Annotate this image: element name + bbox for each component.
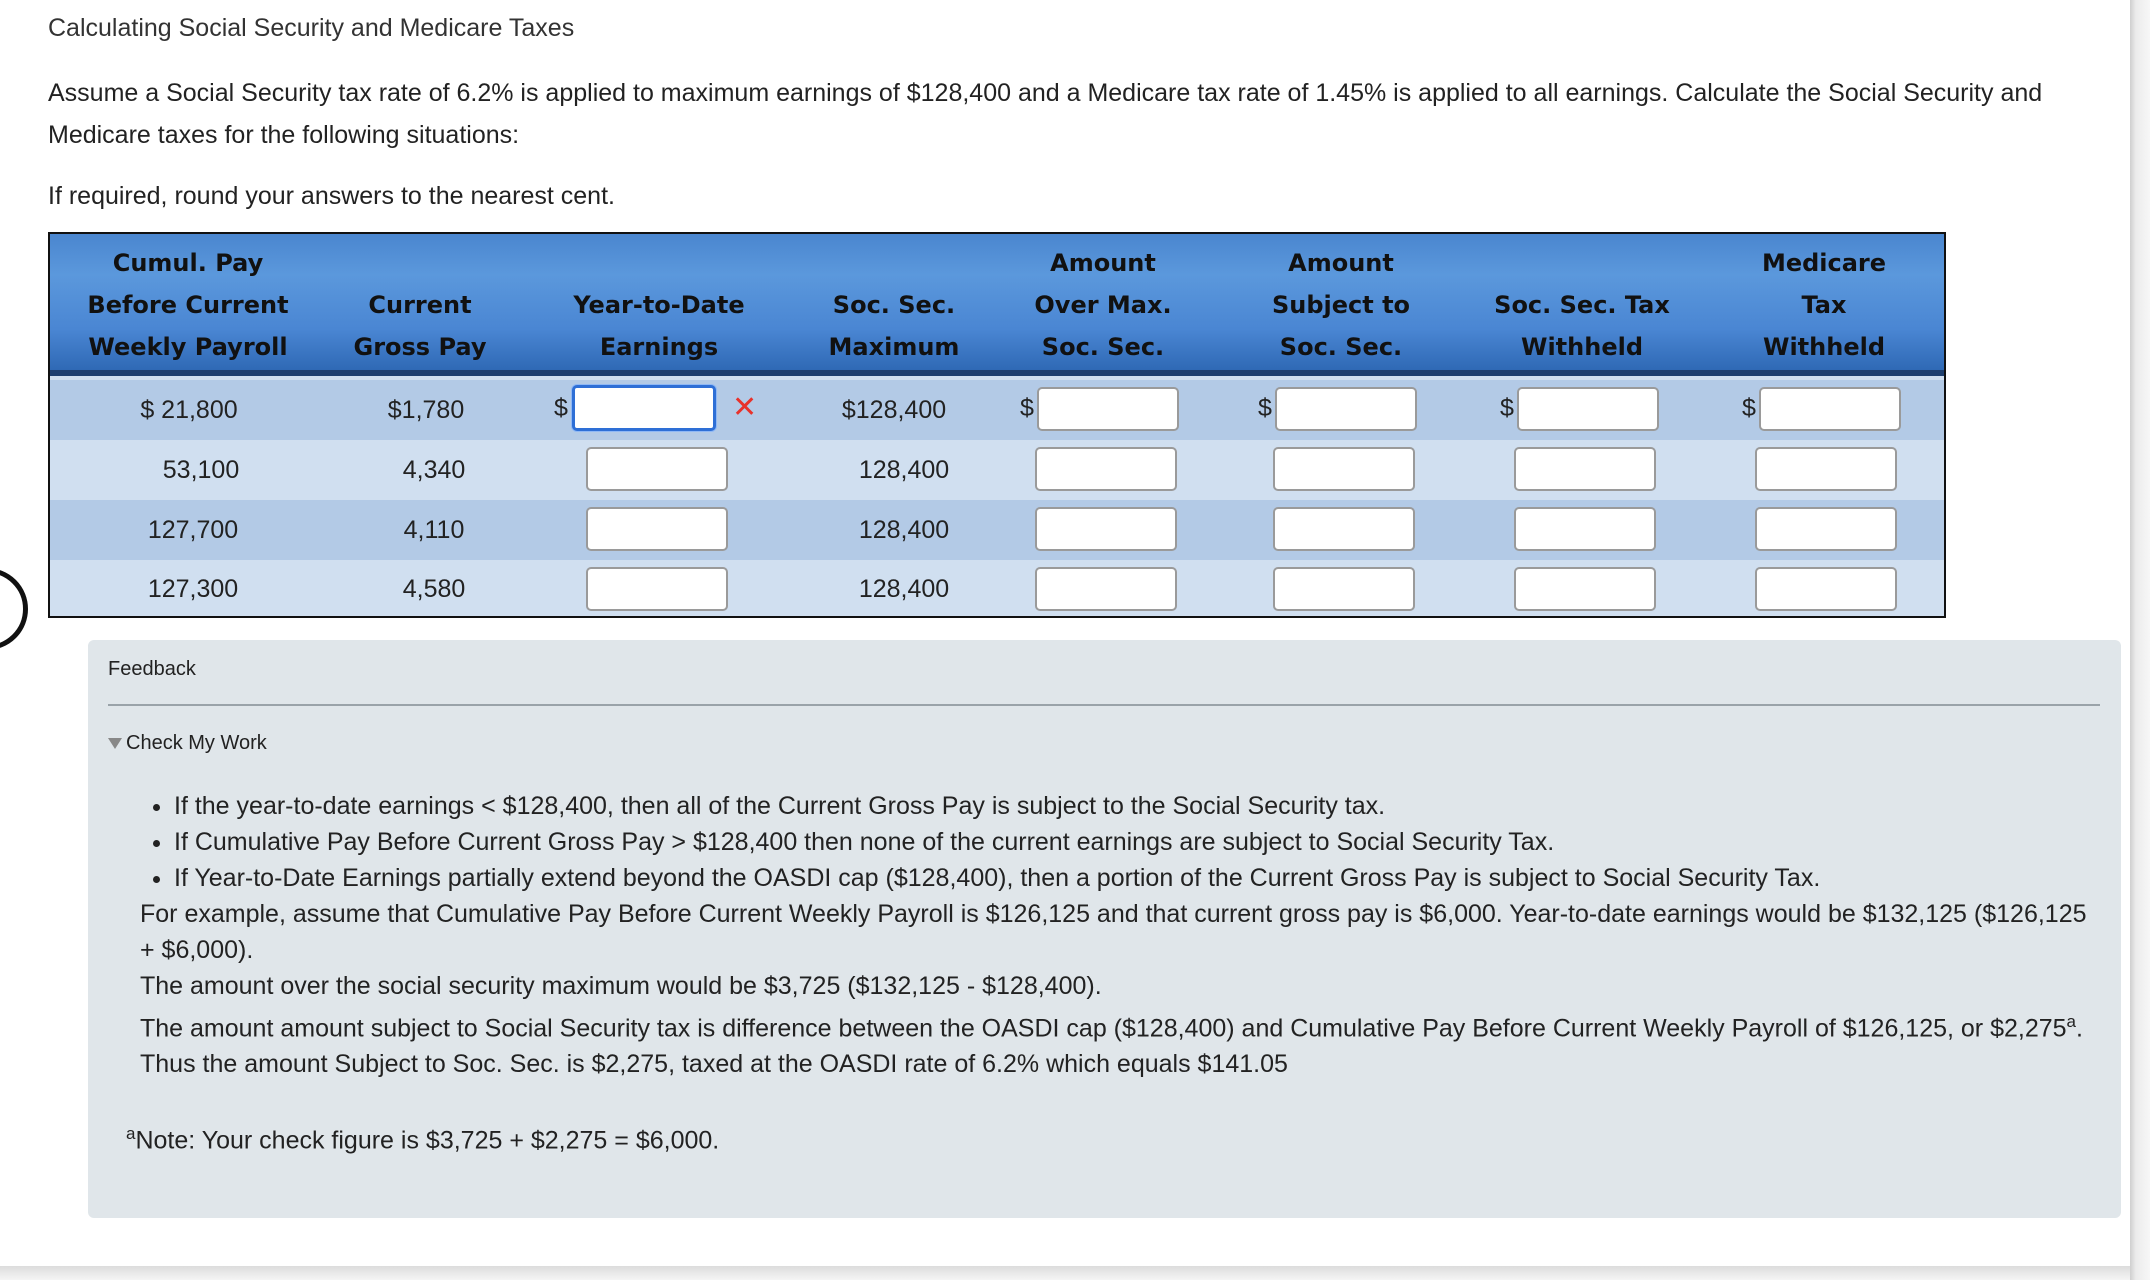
- subject-input[interactable]: [1275, 387, 1417, 431]
- currency-sign: $: [1020, 394, 1034, 422]
- cumul-pay-cell: 127,700: [147, 515, 239, 544]
- soc-sec-max-cell: 128,400: [858, 515, 950, 544]
- header-medicare-tax-withheld: Medicare Tax Withheld: [1761, 249, 1887, 361]
- gross-pay-cell: $1,780: [387, 395, 465, 424]
- cumul-pay-cell: 53,100: [162, 455, 240, 484]
- check-figure-note: $^a$Note: Your check figure is $3,725 + $2,275 = $6,000.: [126, 1124, 720, 1155]
- ss-tax-input[interactable]: [1517, 387, 1659, 431]
- header-current-gross-pay: Current Gross Pay: [353, 291, 487, 361]
- table-row: [50, 380, 1944, 440]
- feedback-body: [140, 788, 2100, 1082]
- incorrect-x-icon: ✕: [732, 390, 758, 425]
- over-max-input[interactable]: [1035, 567, 1177, 611]
- ytd-earnings-input[interactable]: [586, 447, 728, 491]
- medicare-tax-input[interactable]: [1755, 507, 1897, 551]
- table-row: [50, 440, 1944, 500]
- feedback-panel: [88, 640, 2121, 1218]
- ytd-earnings-input[interactable]: [586, 567, 728, 611]
- header-soc-sec-tax-withheld: Soc. Sec. Tax Withheld: [1494, 291, 1670, 361]
- disclosure-triangle-icon: [108, 738, 122, 749]
- page-title: Calculating Social Security and Medicare Taxes: [48, 14, 575, 42]
- ytd-earnings-input[interactable]: [572, 385, 716, 431]
- list-item: • If Year-to-Date Earnings partially extend beyond the OASDI cap ($128,400), then a portion of the Current Gross Pay is subject to Social Security Tax.: [174, 860, 2100, 896]
- header-soc-sec-maximum: Soc. Sec. Maximum: [828, 291, 960, 361]
- problem-statement: Assume a Social Security tax rate of 6.2% is applied to maximum earnings of $128,400 and a Medicare tax rate of 1.45% is applied to all earnings. Calculate the Social Security and Medicare taxes for the following situations:: [48, 79, 2043, 149]
- feedback-divider: [108, 704, 2100, 706]
- subject-input[interactable]: [1273, 447, 1415, 491]
- header-amount-over-max: Amount Over Max. Soc. Sec.: [1034, 249, 1172, 361]
- medicare-tax-input[interactable]: [1755, 447, 1897, 491]
- gross-pay-cell: 4,580: [402, 574, 466, 603]
- ss-tax-input[interactable]: [1514, 507, 1656, 551]
- ss-tax-input[interactable]: [1514, 567, 1656, 611]
- over-max-paragraph: The amount over the social security maximum would be $3,725 ($132,125 - $128,400).: [140, 972, 1102, 1000]
- medicare-tax-input[interactable]: [1755, 567, 1897, 611]
- over-max-input[interactable]: [1035, 507, 1177, 551]
- check-my-work-toggle[interactable]: [108, 732, 267, 755]
- subject-input[interactable]: [1273, 507, 1415, 551]
- medicare-tax-input[interactable]: [1759, 387, 1901, 431]
- soc-sec-max-cell: 128,400: [858, 574, 950, 603]
- table-row: [50, 500, 1944, 560]
- header-ytd-earnings: Year-to-Date Earnings: [573, 291, 745, 361]
- soc-sec-max-cell: $128,400: [841, 395, 947, 424]
- thus-paragraph: Thus the amount Subject to Soc. Sec. is $2,275, taxed at the OASDI rate of 6.2% which equals $141.05: [140, 1050, 1288, 1079]
- currency-sign: $: [1742, 394, 1756, 422]
- table-row: [50, 560, 1944, 618]
- ss-tax-input[interactable]: [1514, 447, 1656, 491]
- feedback-bullet-list: [140, 788, 2100, 896]
- gross-pay-cell: 4,110: [403, 515, 465, 544]
- list-item: • If Cumulative Pay Before Current Gross Pay > $128,400 then none of the current earnings are subject to Social Security Tax.: [174, 824, 2100, 860]
- over-max-input[interactable]: [1037, 387, 1179, 431]
- cumul-pay-cell: $ 21,800: [140, 395, 238, 424]
- over-max-input[interactable]: [1035, 447, 1177, 491]
- check-my-work-label: Check My Work: [126, 732, 267, 754]
- subject-input[interactable]: [1273, 567, 1415, 611]
- subject-paragraph: The amount amount subject to Social Security tax is difference between the OASDI cap ($128,400) and Cumulative Pay Before Current Weekly Payroll of $126,125, or $2,275$^a$.: [140, 1012, 2083, 1043]
- currency-sign: $: [554, 394, 568, 422]
- rounding-instruction: If required, round your answers to the nearest cent.: [48, 182, 615, 210]
- header-cumul-pay: Cumul. Pay Before Current Weekly Payroll: [87, 249, 289, 361]
- cumul-pay-cell: 127,300: [147, 574, 239, 603]
- ytd-earnings-input[interactable]: [586, 507, 728, 551]
- table-header: [50, 234, 1944, 376]
- feedback-title: Feedback: [108, 658, 196, 680]
- list-item: • If the year-to-date earnings < $128,400, then all of the Current Gross Pay is subject to the Social Security tax.: [174, 788, 2100, 824]
- window-edge-bottom: [0, 1266, 2130, 1280]
- currency-sign: $: [1500, 394, 1514, 422]
- payroll-table: [48, 232, 1946, 618]
- example-paragraph: For example, assume that Cumulative Pay Before Current Weekly Payroll is $126,125 and that current gross pay is $6,000. Year-to-date earnings would be $132,125 ($126,125 + $6,000).: [140, 900, 2087, 964]
- soc-sec-max-cell: 128,400: [858, 455, 950, 484]
- gross-pay-cell: 4,340: [402, 455, 466, 484]
- header-amount-subject: Amount Subject to Soc. Sec.: [1271, 249, 1411, 361]
- window-edge: [2130, 0, 2150, 1280]
- currency-sign: $: [1258, 394, 1272, 422]
